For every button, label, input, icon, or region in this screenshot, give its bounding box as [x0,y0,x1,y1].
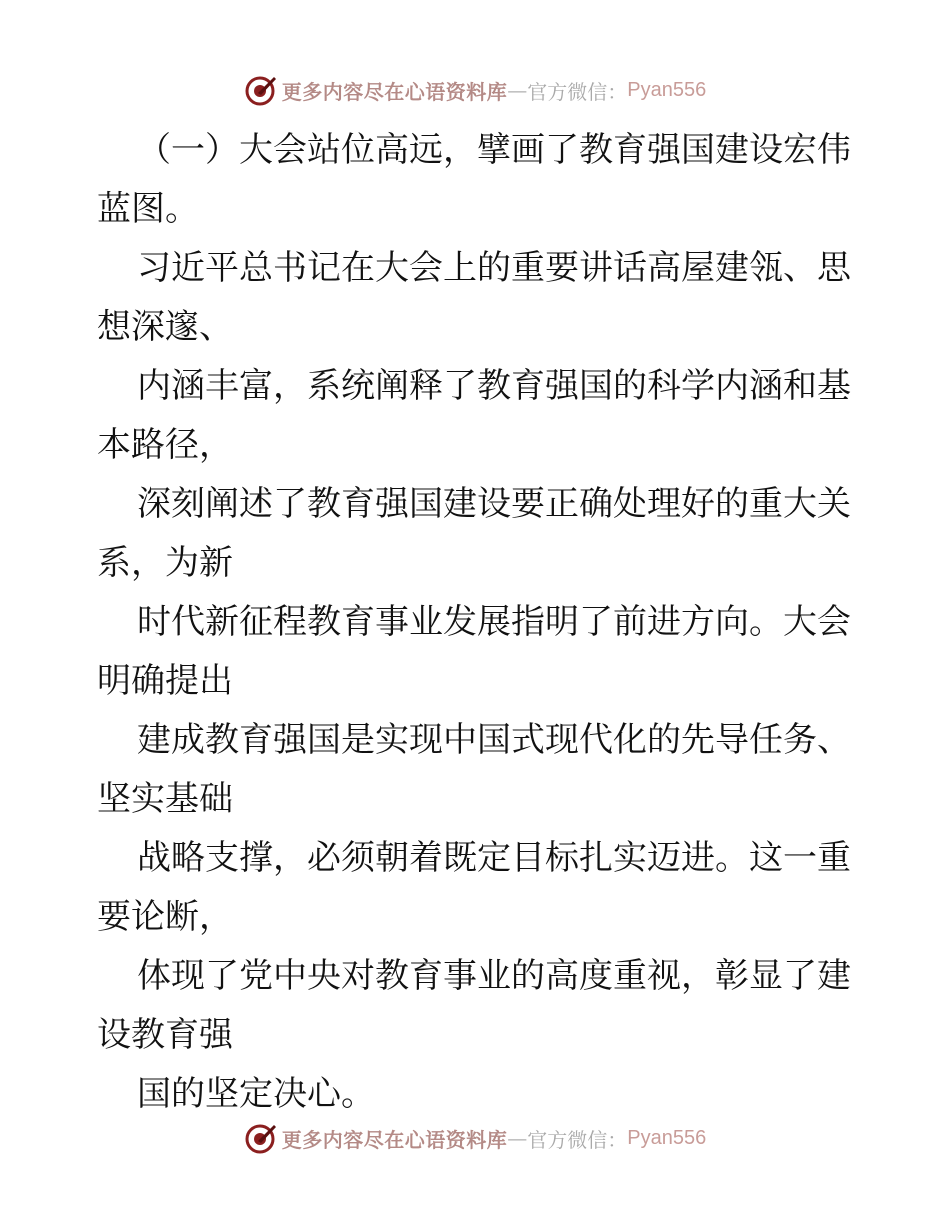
document-body [97,121,857,1124]
header-watermark-banner [0,70,950,110]
paragraph-5: 时代新征程教育事业发展指明了前进方向。大会明确提出 [97,602,851,701]
paragraph-2: 习近平总书记在大会上的重要讲话高屋建瓴、思想深邃、 [97,248,851,347]
library-logo-icon [244,1121,278,1155]
paragraph-1: （一）大会站位高远，擘画了教育强国建设宏伟蓝图。 [97,130,851,229]
paragraph-9: 国的坚定决心。 [137,1074,375,1114]
library-logo-icon [244,73,278,107]
banner-library-text: 更多内容尽在心语资料库 [281,1127,508,1152]
paragraph-4: 深刻阐述了教育强国建设要正确处理好的重大关系，为新 [97,484,851,583]
footer-watermark-banner [0,1118,950,1158]
banner-library-text: 更多内容尽在心语资料库 [281,79,508,104]
banner-wechat-label: 官方微信： [527,1127,628,1152]
paragraph-3: 内涵丰富，系统阐释了教育强国的科学内涵和基本路径， [97,366,851,465]
banner-wechat-id: Pyan556 [627,78,707,101]
paragraph-8: 体现了党中央对教育事业的高度重视，彰显了建设教育强 [97,956,851,1055]
paragraph-6: 建成教育强国是实现中国式现代化的先导任务、坚实基础 [97,720,851,819]
paragraph-7: 战略支撑，必须朝着既定目标扎实迈进。这一重要论断， [97,838,851,937]
banner-dash: — [507,78,528,102]
banner-wechat-id: Pyan556 [627,1126,707,1149]
banner-wechat-label: 官方微信： [527,79,628,104]
banner-dash: — [507,1126,528,1150]
